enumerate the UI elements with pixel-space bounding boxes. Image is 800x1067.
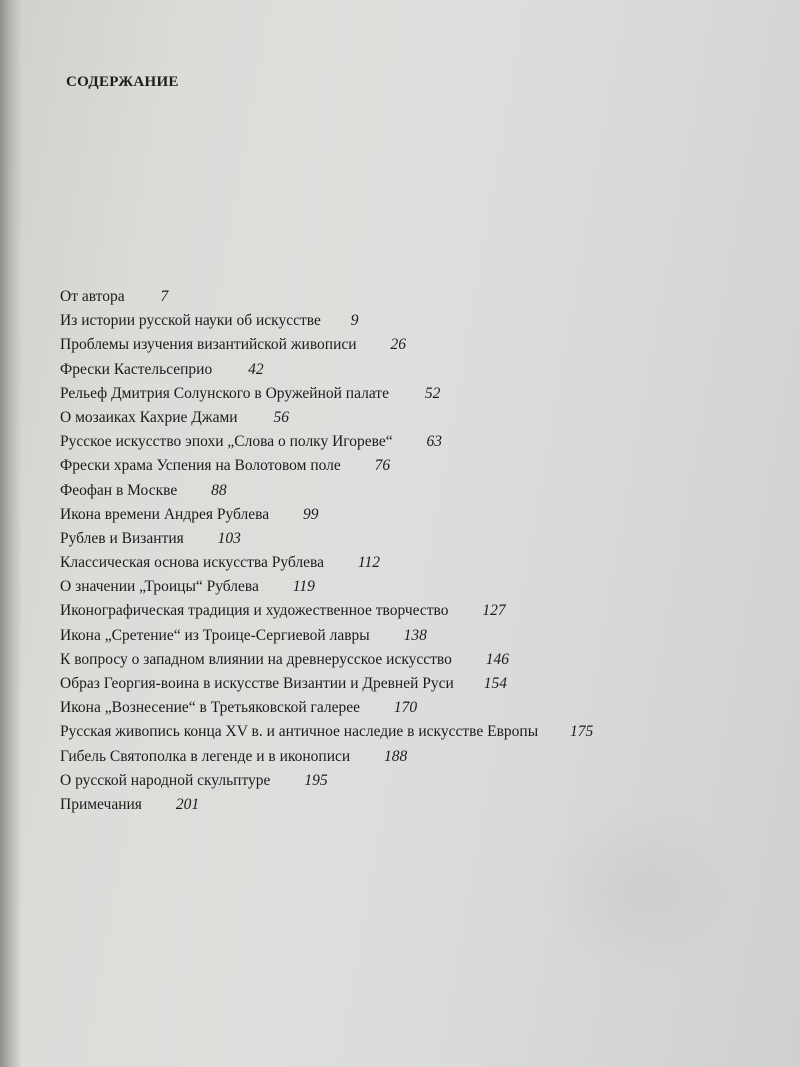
page-gutter-shadow [0, 0, 22, 1067]
toc-entry-page: 146 [485, 650, 510, 668]
toc-entry-title: Образ Георгия-воина в искусстве Византии и Древней Руси [60, 675, 454, 692]
table-of-contents [60, 285, 660, 817]
toc-entry [60, 527, 660, 551]
toc-entry [60, 382, 660, 406]
toc-entry-title: Русская живопись конца XV в. и античное наследие в искусстве Европы [60, 723, 539, 741]
toc-entry [60, 720, 660, 744]
toc-entry-title: О русской народной скульптуре [60, 771, 271, 789]
toc-entry-title: Фрески Кастельсеприо [60, 360, 213, 378]
toc-entry [60, 454, 660, 478]
toc-entry [60, 285, 660, 309]
toc-entry [60, 575, 660, 599]
toc-entry-page: 9 [350, 312, 359, 330]
toc-entry-page: 119 [292, 578, 315, 596]
toc-entry-title: От автора [60, 288, 125, 305]
print-bleed-through [540, 800, 740, 980]
toc-entry-title: Классическая основа искусства Рублева [60, 554, 324, 572]
toc-entry [60, 672, 660, 696]
toc-entry-title: О мозаиках Кахрие Джами [60, 408, 238, 426]
toc-entry [60, 696, 660, 720]
toc-entry-title: Икона „Сретение“ из Троице-Сергиевой лавры [60, 626, 370, 644]
toc-entry-page: 99 [303, 505, 319, 523]
toc-entry-page: 26 [390, 336, 406, 354]
toc-entry-title: К вопросу о западном влиянии на древнерусское искусство [60, 650, 452, 668]
toc-entry [60, 551, 660, 575]
page-title: СОДЕРЖАНИЕ [66, 74, 179, 90]
toc-entry-page: 7 [160, 288, 169, 305]
toc-entry [60, 769, 660, 793]
toc-entry-title: Гибель Святополка в легенде и в иконописи [60, 747, 351, 765]
toc-entry-title: Проблемы изучения византийской живописи [60, 336, 357, 354]
toc-entry-page: 88 [211, 481, 227, 499]
toc-entry-title: Примечания [60, 795, 142, 813]
toc-entry-page: 154 [483, 675, 507, 692]
toc-entry-page: 175 [570, 723, 594, 741]
toc-entry-page: 127 [482, 602, 506, 620]
toc-entry-title: Русское искусство эпохи „Слова о полку Игореве“ [60, 433, 393, 451]
toc-entry [60, 503, 660, 527]
toc-entry [60, 599, 660, 623]
toc-entry-page: 76 [374, 457, 391, 475]
toc-entry [60, 333, 660, 357]
toc-entry-title: Иконографическая традиция и художественное творчество [60, 602, 449, 620]
toc-entry-page: 188 [384, 747, 408, 765]
toc-entry [60, 358, 660, 382]
toc-entry-page: 56 [273, 408, 289, 426]
toc-entry [60, 406, 660, 430]
toc-entry-title: Рублев и Византия [60, 529, 184, 547]
toc-entry [60, 430, 660, 454]
toc-entry-title: Из истории русской науки об искусстве [60, 312, 321, 330]
toc-entry-page: 63 [426, 433, 443, 451]
toc-entry [60, 309, 660, 333]
toc-entry-page: 103 [217, 529, 241, 547]
toc-entry [60, 745, 660, 769]
toc-entry [60, 793, 660, 817]
toc-entry-title: Рельеф Дмитрия Солунского в Оружейной палате [60, 384, 389, 402]
toc-entry-page: 112 [357, 554, 380, 572]
toc-entry-title: О значении „Троицы“ Рублева [60, 578, 259, 596]
toc-entry-page: 170 [393, 699, 418, 717]
toc-entry-title: Икона „Вознесение“ в Третьяковской галерее [60, 699, 360, 717]
toc-entry [60, 624, 660, 648]
toc-entry [60, 479, 660, 503]
toc-entry-page: 138 [403, 626, 427, 644]
toc-entry-page: 201 [175, 795, 200, 813]
toc-entry-title: Икона времени Андрея Рублева [60, 505, 270, 523]
toc-entry [60, 648, 660, 672]
toc-entry-title: Феофан в Москве [60, 481, 178, 499]
toc-entry-page: 52 [424, 384, 441, 402]
toc-entry-page: 42 [248, 360, 264, 378]
toc-entry-page: 195 [304, 771, 328, 789]
toc-entry-title: Фрески храма Успения на Волотовом поле [60, 457, 341, 475]
